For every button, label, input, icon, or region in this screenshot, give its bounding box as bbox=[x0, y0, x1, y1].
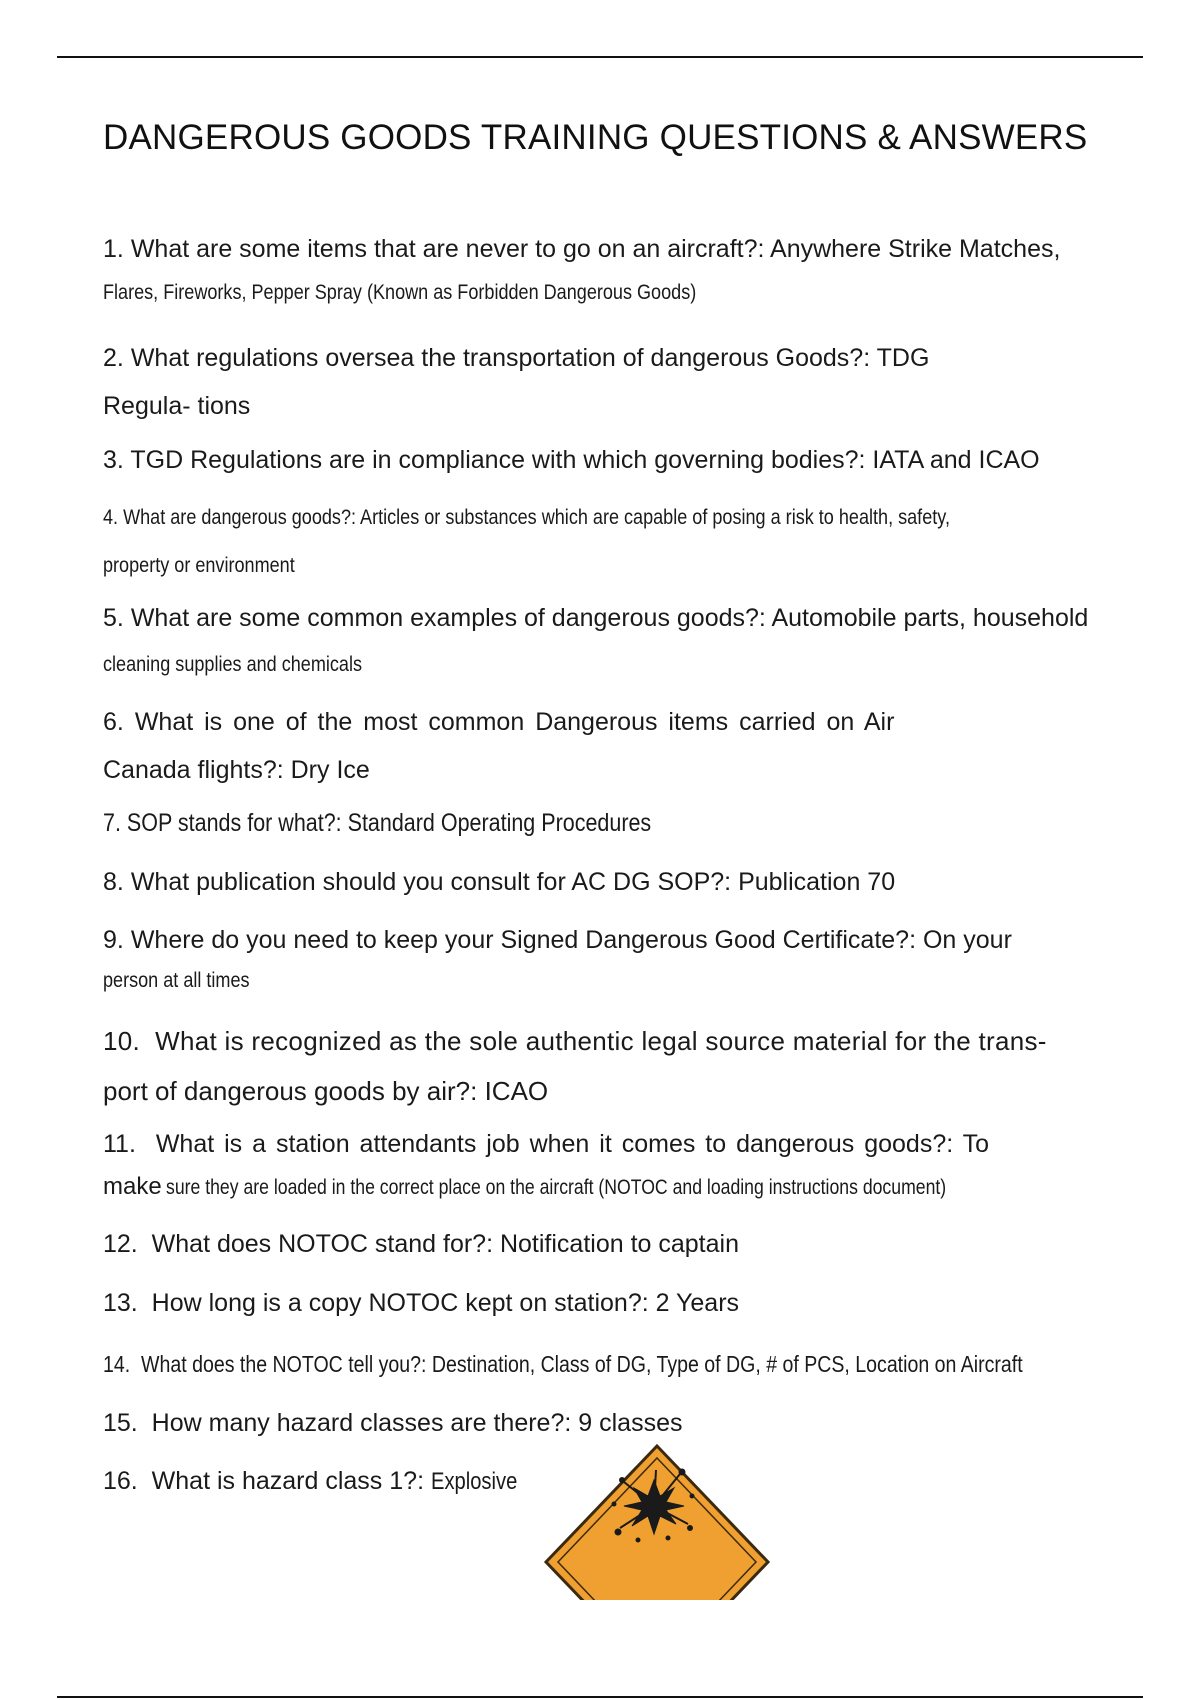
qa-item-11: 11. What is a station attendants job when it comes to dangerous goods?: To make sure they are loaded in the correct place on the aircraft (NOTOC and loading instructions document) bbox=[103, 1120, 1153, 1209]
question-text: Where do you need to keep your Signed Dangerous Good Certificate?: On your bbox=[130, 926, 1012, 954]
qa-item-8: 8. What publication should you consult for AC DG SOP?: Publication 70 bbox=[103, 868, 896, 896]
answer-text: cleaning supplies and chemicals bbox=[103, 653, 363, 676]
answer-text: sure they are loaded in the correct place on the aircraft (NOTOC and loading instructions document) bbox=[166, 1176, 947, 1199]
top-rule bbox=[57, 56, 1143, 58]
explosive-icon bbox=[542, 1444, 772, 1600]
qa-item-3: 3. TGD Regulations are in compliance with which governing bodies?: IATA and ICAO bbox=[103, 446, 1040, 474]
answer-text: person at all times bbox=[103, 969, 250, 992]
question-text: TGD Regulations are in compliance with which governing bodies?: IATA and ICAO bbox=[130, 446, 1040, 474]
question-text: What are some items that are never to go on an aircraft?: Anywhere Strike Matches, bbox=[130, 235, 1061, 263]
qa-item-7: 7. SOP stands for what?: Standard Operating Procedures bbox=[103, 809, 652, 837]
question-text: How many hazard classes are there?: 9 classes bbox=[151, 1409, 683, 1437]
question-text: How long is a copy NOTOC kept on station?: 2 Years bbox=[151, 1289, 740, 1317]
qa-item-14: 14. What does the NOTOC tell you?: Destination, Class of DG, Type of DG, # of PCS, Location on Aircraft bbox=[103, 1351, 1023, 1377]
qa-item-9: 9. Where do you need to keep your Signed Dangerous Good Certificate?: On your person at all times bbox=[103, 916, 1153, 998]
question-text: What is a station attendants job when it comes to dangerous goods?: To bbox=[155, 1130, 990, 1158]
qa-item-6: 6. What is one of the most common Dangerous items carried on Air Canada flights?: Dry Ice bbox=[103, 698, 1153, 794]
qa-item-5: 5. What are some common examples of dangerous goods?: Automobile parts, household cleaning supplies and chemicals bbox=[103, 598, 1153, 682]
page-title: DANGEROUS GOODS TRAINING QUESTIONS & ANSWERS bbox=[103, 118, 1088, 157]
answer-text: Flares, Fireworks, Pepper Spray (Known as Forbidden Dangerous Goods) bbox=[103, 281, 697, 304]
answer-text: Explosive bbox=[430, 1468, 518, 1495]
answer-text: port of dangerous goods by air?: ICAO bbox=[103, 1076, 549, 1106]
question-text: What publication should you consult for AC DG SOP?: Publication 70 bbox=[130, 868, 896, 896]
question-text: What is one of the most common Dangerous items carried on Air bbox=[134, 708, 895, 736]
qa-item-2: 2. What regulations oversea the transportation of dangerous Goods?: TDG Regula- tions bbox=[103, 334, 1153, 430]
answer-text: Canada flights?: Dry Ice bbox=[103, 756, 370, 784]
question-text: SOP stands for what?: Standard Operating Procedures bbox=[126, 809, 652, 837]
question-text: What regulations oversea the transportation of dangerous Goods?: TDG bbox=[130, 344, 930, 372]
qa-item-16: 16. What is hazard class 1?: Explosive bbox=[103, 1458, 1153, 1505]
answer-text: Regula- tions bbox=[103, 392, 251, 420]
question-text: What are some common examples of dangerous goods?: Automobile parts, household bbox=[130, 604, 1089, 632]
answer-text: property or environment bbox=[103, 554, 295, 577]
question-text: What does NOTOC stand for?: Notification to captain bbox=[151, 1230, 739, 1258]
qa-item-1: 1. What are some items that are never to go on an aircraft?: Anywhere Strike Matches, Flares, Fireworks, Pepper Spray (Known as Forbidden Dangerous Goods) bbox=[103, 232, 1153, 308]
qa-item-15: 15. How many hazard classes are there?: 9 classes bbox=[103, 1409, 683, 1437]
explosive-placard bbox=[542, 1444, 772, 1600]
qa-item-12: 12. What does NOTOC stand for?: Notification to captain bbox=[103, 1230, 739, 1258]
question-text: What are dangerous goods?: Articles or substances which are capable of posing a risk to health, safety, bbox=[123, 506, 950, 529]
question-text: What is hazard class 1?: bbox=[151, 1467, 425, 1495]
qa-item-13: 13. How long is a copy NOTOC kept on station?: 2 Years bbox=[103, 1289, 740, 1317]
bottom-rule bbox=[57, 1696, 1143, 1698]
question-text: What does the NOTOC tell you?: Destination, Class of DG, Type of DG, # of PCS, Location on Aircraft bbox=[141, 1351, 1023, 1377]
qa-item-4: 4. What are dangerous goods?: Articles or substances which are capable of posing a risk to health, safety, property or environment bbox=[103, 500, 1153, 584]
qa-item-10: 10. What is recognized as the sole authentic legal source material for the trans- port of dangerous goods by air?: ICAO bbox=[103, 1016, 1153, 1116]
question-text: What is recognized as the sole authentic legal source material for the trans- bbox=[155, 1026, 1047, 1056]
